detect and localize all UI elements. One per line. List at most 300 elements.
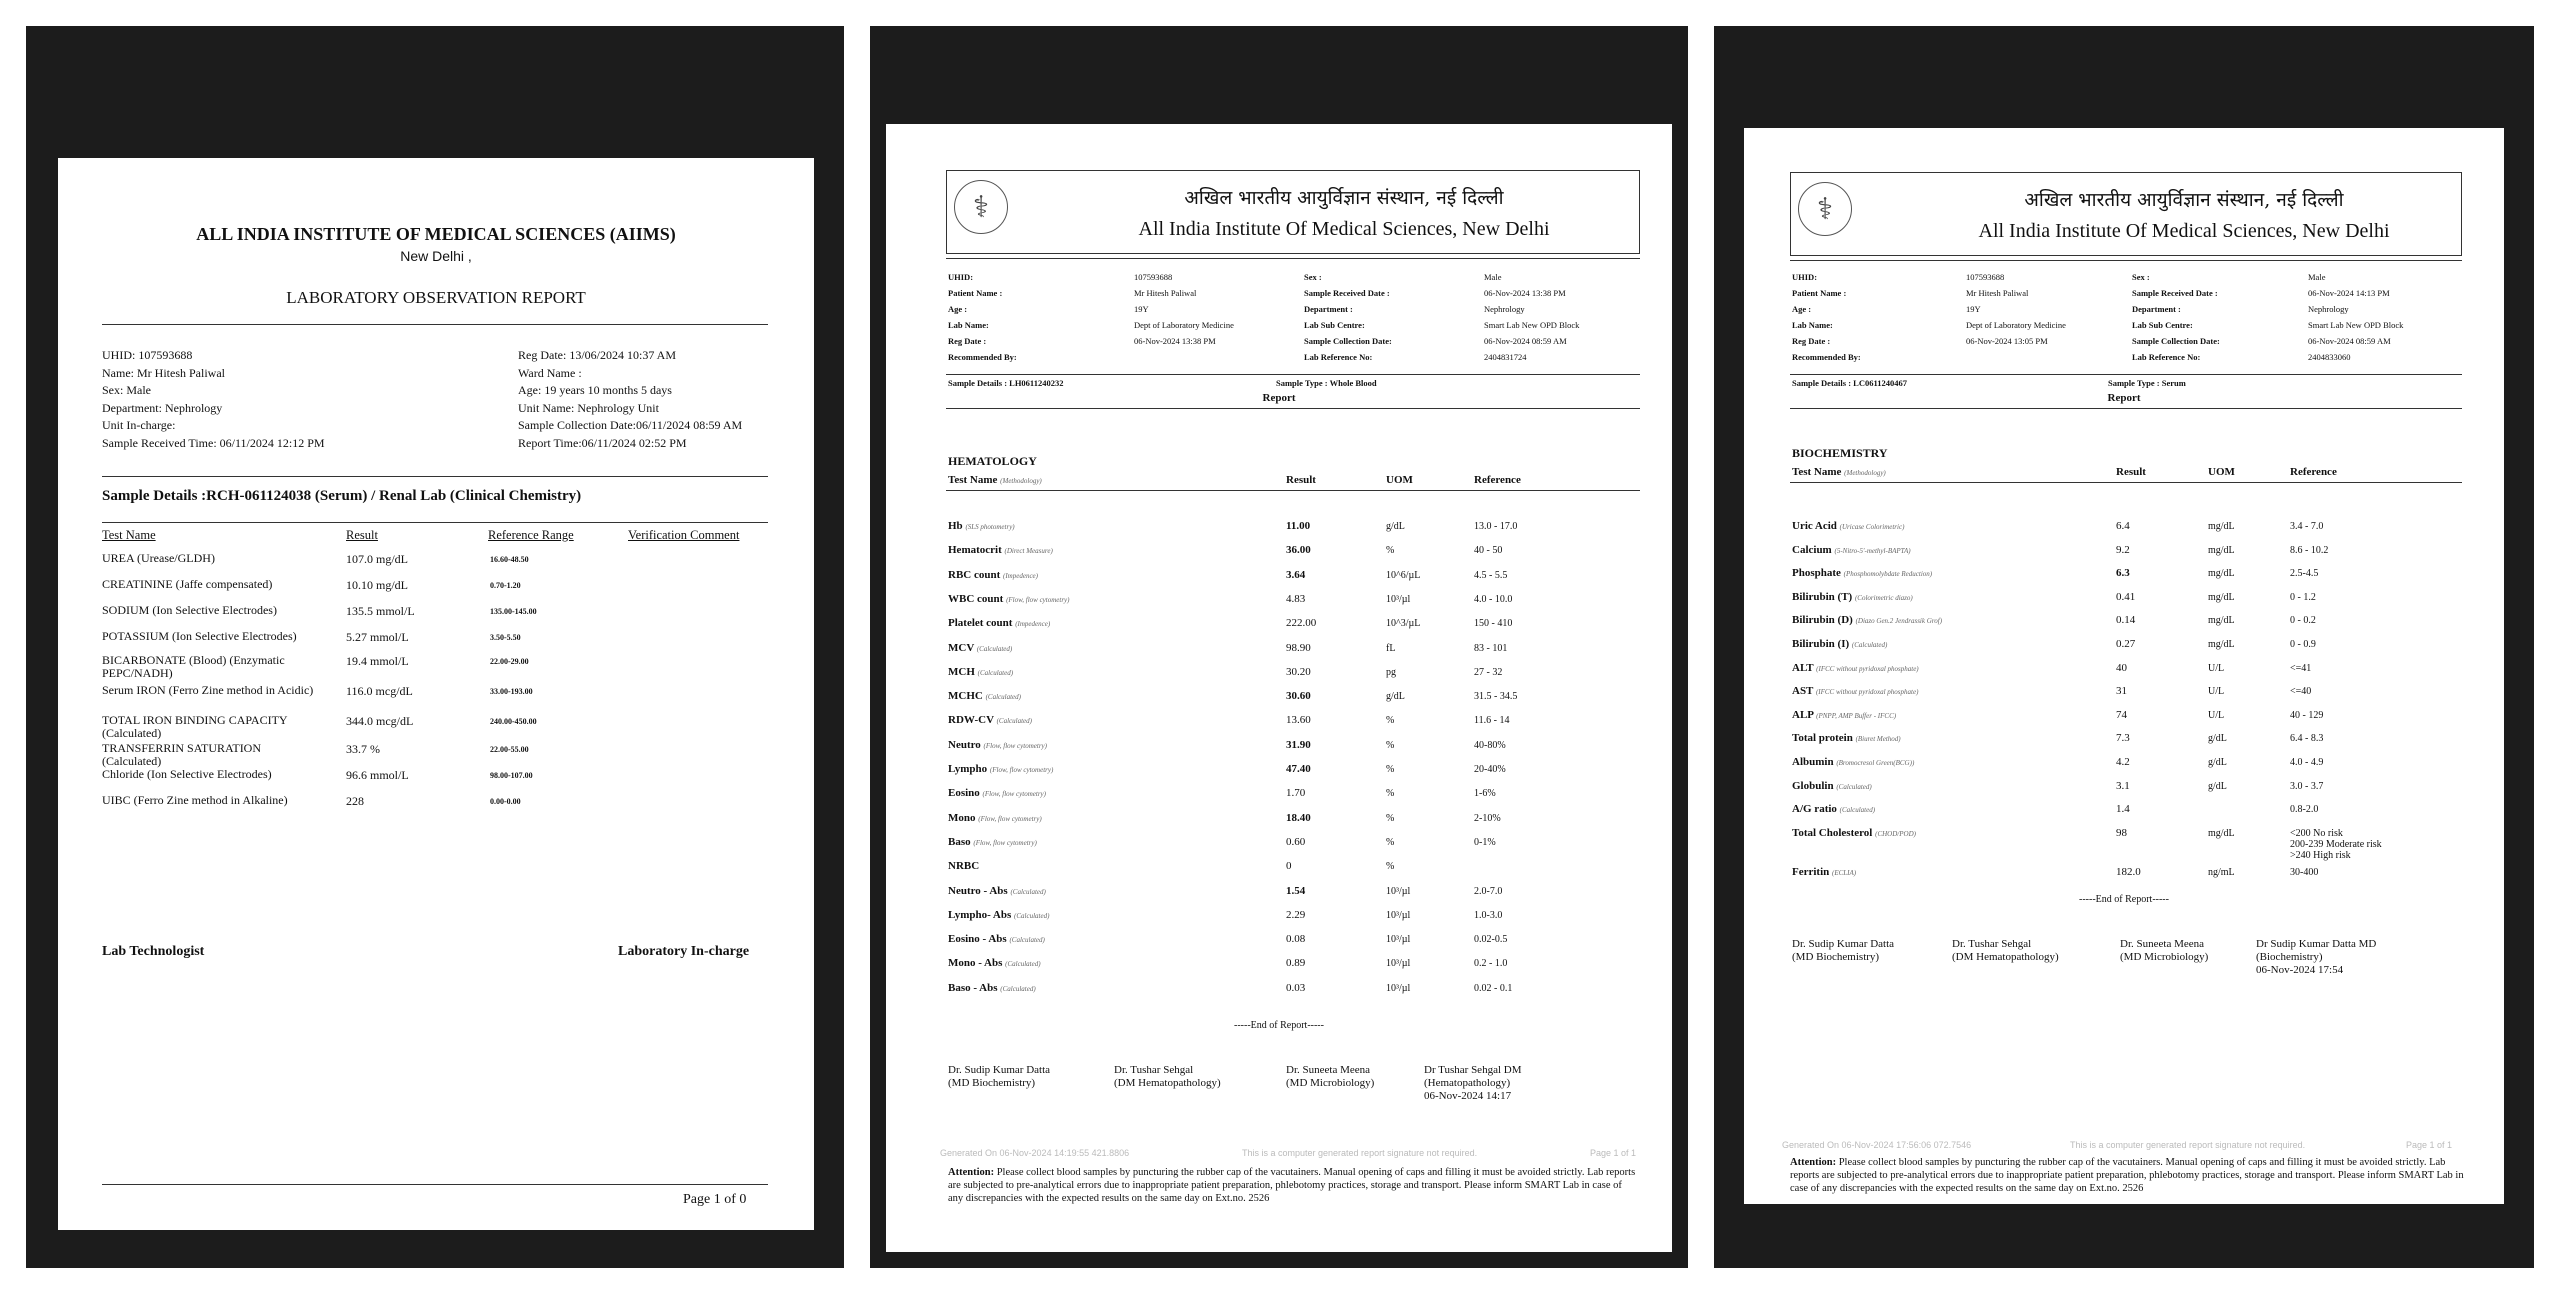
test-result: 0.08 (1286, 933, 1306, 946)
sample-type: Sample Type : Whole Blood (1276, 378, 1377, 388)
test-uom: 10³/µl (1386, 982, 1411, 994)
table-row (886, 933, 1672, 957)
test-label: Lympho (948, 763, 988, 775)
info-value: Dept of Laboratory Medicine (1966, 320, 2066, 330)
test-uom: % (1386, 788, 1395, 800)
test-label: Bilirubin (T) (1792, 590, 1853, 603)
table-row (1744, 709, 2504, 733)
info-label: UHID: (948, 272, 974, 282)
test-label: MCV (948, 641, 975, 654)
test-method: (Flow, flow cytometry) (1006, 595, 1070, 604)
test-name: BICARBONATE (Blood) (Enzymatic PEPC/NADH) (102, 653, 285, 680)
test-result: 4.83 (1286, 592, 1306, 605)
test-name (948, 982, 1036, 994)
divider (1790, 408, 2462, 409)
test-reference: 0 - 1.2 (2290, 591, 2316, 603)
table-row (886, 787, 1672, 811)
info-label: Sample Collection Date: (2132, 336, 2220, 346)
hindi-title: अखिल भारतीय आयुर्विज्ञान संस्थान, नई दिल्ली (1184, 187, 1504, 209)
hematology-report (886, 124, 1672, 1252)
test-method: (Calculated) (977, 668, 1014, 677)
table-row (1744, 638, 2504, 662)
test-reference: 11.6 - 14 (1474, 715, 1510, 727)
test-name (948, 642, 1012, 654)
test-name (948, 544, 1053, 556)
doctor-signature: Dr. Sudip Kumar Datta (MD Biochemistry) (1792, 938, 1895, 963)
test-method: (CHOD/POD) (1875, 829, 1916, 838)
test-result: 182.0 (2116, 866, 2141, 879)
attention-note: Attention: Please collect blood samples by puncturing the rubber cap of the vacutainers. Manual opening of caps and filling it must be avoided strictly. Lab reports are subjected to pre-analytical errors due to inappropriate patient preparation, phlebotomy practices, storage and transport. Please inform SMART Lab in case of any discrepancies with the expected results on the same day on Ext.no. 2526 (1790, 1157, 2464, 1194)
test-uom: 10^3/µL (1386, 618, 1421, 630)
patient-field: Unit Name: Nephrology Unit (518, 400, 659, 415)
col-test-name: Test Name (102, 528, 156, 542)
test-uom: U/L (2208, 686, 2225, 698)
info-value: Male (2308, 272, 2326, 282)
info-value: Smart Lab New OPD Block (1484, 320, 1580, 330)
patient-field: Name: Mr Hitesh Paliwal (102, 365, 225, 380)
table-row (58, 714, 814, 740)
test-method: (Calculated) (996, 717, 1032, 726)
test-method: (SLS photometry) (965, 523, 1015, 531)
test-uom: U/L (2208, 662, 2225, 674)
table-row (886, 544, 1672, 568)
info-label: Recommended By: (1792, 352, 1861, 362)
test-label: ALT (1792, 661, 1814, 674)
test-uom: fL (1386, 642, 1396, 654)
table-row (1744, 544, 2504, 568)
table-row (58, 578, 814, 604)
report-title: LABORATORY OBSERVATION REPORT (286, 288, 586, 307)
test-name: UIBC (Ferro Zine method in Alkaline) (102, 793, 288, 807)
test-name (948, 885, 1046, 897)
test-reference: 4.0 - 4.9 (2290, 757, 2324, 768)
test-method: (Diazo Gen.2 Jendrassik Grof) (1855, 617, 1943, 626)
reference-range: 135.00-145.00 (490, 607, 537, 616)
sample-type: Sample Type : Serum (2108, 378, 2186, 388)
lab-incharge-sign: Laboratory In-charge (618, 944, 750, 959)
table-row (58, 794, 814, 820)
test-result: 10.10 mg/dL (346, 578, 408, 592)
test-method: (Impedence) (1015, 620, 1051, 629)
test-result: 31 (2116, 685, 2127, 698)
table-row (886, 617, 1672, 641)
test-name (948, 787, 1046, 799)
test-uom: mg/dL (2208, 544, 2235, 556)
info-value: Dept of Laboratory Medicine (1134, 320, 1234, 330)
test-result: 31.90 (1286, 738, 1311, 751)
test-result: 222.00 (1286, 617, 1317, 630)
test-name (1792, 544, 1911, 556)
test-result: 3.1 (2116, 779, 2130, 792)
test-uom: 10³/µl (1386, 958, 1411, 970)
test-label: MCH (948, 665, 975, 678)
report-photo-2 (870, 26, 1688, 1268)
table-row (1744, 826, 2504, 861)
info-value: 107593688 (1966, 272, 2005, 282)
doctor-signature: Dr. Suneeta Meena (MD Microbiology) (2120, 938, 2209, 963)
table-row (886, 666, 1672, 690)
info-label: Reg Date : (948, 336, 987, 346)
test-label: Bilirubin (I) (1792, 638, 1850, 650)
test-label: Neutro (948, 738, 981, 751)
patient-field: UHID: 107593688 (102, 348, 193, 362)
info-value: 06-Nov-2024 14:13 PM (2308, 288, 2390, 298)
test-reference: 8.6 - 10.2 (2290, 544, 2329, 556)
test-method: (Calculated) (1839, 806, 1876, 815)
test-label: Baso - Abs (948, 981, 998, 994)
test-label: Platelet count (948, 617, 1013, 630)
test-label: RDW-CV (948, 714, 994, 727)
page-number: Page 1 of 0 (683, 1192, 747, 1207)
test-method: (Impedence) (1003, 571, 1038, 580)
table-row (1744, 614, 2504, 638)
divider (102, 324, 768, 325)
test-result: 6.3 (2116, 567, 2130, 580)
info-label: Sample Collection Date: (1304, 336, 1392, 346)
test-method: (Flow, flow cytometry) (978, 814, 1042, 823)
doctor-signature: Dr. Suneeta Meena (MD Microbiology) (1286, 1064, 1375, 1089)
english-title: All India Institute Of Medical Sciences, New Delhi (1978, 220, 2390, 242)
test-uom: % (1386, 861, 1395, 873)
test-uom: U/L (2208, 709, 2225, 721)
table-row (1744, 520, 2504, 544)
test-method: (Calculated) (985, 693, 1021, 702)
test-label: Eosino - Abs (948, 933, 1007, 946)
table-row (1744, 756, 2504, 780)
end-of-report: -----End of Report----- (2079, 894, 2169, 905)
info-value: 06-Nov-2024 13:38 PM (1484, 288, 1566, 298)
test-reference: 3.4 - 7.0 (2290, 521, 2324, 532)
test-reference: 4.5 - 5.5 (1474, 569, 1508, 581)
test-name (948, 593, 1070, 605)
table-row (886, 569, 1672, 593)
table-row (886, 520, 1672, 544)
test-name: POTASSIUM (Ion Selective Electrodes) (102, 629, 297, 643)
test-label: Total Cholesterol (1792, 826, 1873, 839)
info-label: Lab Name: (948, 320, 989, 330)
divider (946, 374, 1640, 375)
col-reference-range: Reference Range (488, 528, 574, 542)
test-name (948, 812, 1042, 824)
test-method: (Flow, flow cytometry) (973, 838, 1037, 847)
patient-field: Reg Date: 13/06/2024 10:37 AM (518, 348, 676, 362)
test-result: 0.27 (2116, 638, 2136, 650)
test-name (1792, 567, 1932, 579)
test-result: 0 (1286, 860, 1292, 873)
report-header (946, 170, 1640, 254)
reference-range: 3.50-5.50 (490, 633, 521, 642)
test-uom: g/dL (1386, 691, 1405, 703)
test-label: Neutro - Abs (948, 884, 1008, 897)
test-uom: 10^6/µL (1386, 569, 1421, 581)
test-reference: 31.5 - 34.5 (1474, 691, 1518, 703)
patient-field: Sample Received Time: 06/11/2024 12:12 PM (102, 435, 325, 450)
attention-note: Attention: Please collect blood samples by puncturing the rubber cap of the vacutainers. Manual opening of caps and filling it must be avoided strictly. Lab reports are subjected to pre-analytical errors due to inappropriate patient preparation, phlebotomy practices, storage and transport. Please inform SMART Lab in case of any discrepancies with the expected results on the same day on Ext.no. 2526 (948, 1167, 1636, 1204)
end-of-report: -----End of Report----- (1234, 1020, 1324, 1031)
col-reference: Reference (2290, 466, 2337, 478)
test-result: 98 (2116, 826, 2127, 839)
reference-range: 22.00-29.00 (490, 657, 529, 666)
table-row (886, 714, 1672, 738)
test-method: (Calculated) (976, 644, 1013, 653)
test-uom: ng/mL (2208, 867, 2235, 879)
test-result: 13.60 (1286, 714, 1311, 727)
col-test-name: Test Name (Methodology) (948, 474, 1042, 486)
col-test-name: Test Name (Methodology) (1792, 466, 1886, 478)
test-uom: mg/dL (2208, 615, 2235, 627)
computer-generated-note: This is a computer generated report signature not required. (1242, 1148, 1478, 1158)
test-name (1792, 520, 1904, 532)
test-reference: 150 - 410 (1474, 618, 1513, 630)
patient-field: Sex: Male (102, 383, 151, 397)
info-value: 06-Nov-2024 13:05 PM (1966, 336, 2048, 346)
test-name: TRANSFERRIN SATURATION (Calculated) (102, 741, 262, 768)
test-name (948, 617, 1050, 629)
table-row (886, 982, 1672, 1006)
test-uom: mg/dL (2208, 639, 2235, 650)
info-label: Recommended By: (948, 352, 1017, 362)
test-label: Hematocrit (948, 544, 1002, 557)
report-photo-3 (1714, 26, 2534, 1268)
divider (1790, 260, 2462, 261)
table-row (886, 860, 1672, 884)
test-uom: 10³/µl (1386, 934, 1411, 946)
lab-observation-report (58, 158, 814, 1230)
computer-generated-note: This is a computer generated report signature not required. (2070, 1140, 2306, 1150)
info-label: UHID: (1792, 272, 1818, 282)
table-row (58, 768, 814, 794)
test-result: 3.64 (1286, 568, 1306, 581)
test-result: 6.4 (2116, 520, 2130, 532)
sample-details: Sample Details : LC0611240467 (1792, 378, 1907, 388)
caduceus-icon: ⚕ (1798, 182, 1852, 236)
test-method: (Direct Measure) (1004, 547, 1053, 556)
report-header (1790, 172, 2462, 256)
test-name (1792, 614, 1942, 626)
info-label: Reg Date : (1792, 336, 1831, 346)
table-row (58, 654, 814, 680)
test-result: 40 (2116, 661, 2127, 674)
divider (946, 408, 1640, 409)
institute-title: ALL INDIA INSTITUTE OF MEDICAL SCIENCES (AIIMS) (196, 224, 676, 244)
test-label: Hb (948, 520, 963, 532)
info-label: Sample Received Date : (1304, 288, 1390, 298)
test-reference: 0 - 0.9 (2290, 639, 2316, 650)
info-value: Nephrology (1484, 304, 1525, 314)
test-label: A/G ratio (1792, 803, 1837, 816)
reference-range: 0.00-0.00 (490, 797, 521, 806)
divider (1790, 482, 2462, 483)
test-method: (Calculated) (1851, 641, 1888, 649)
info-value: Mr Hitesh Paliwal (1966, 288, 2029, 298)
test-uom: 10³/µl (1386, 593, 1411, 605)
test-label: WBC count (948, 592, 1004, 605)
table-row (58, 742, 814, 768)
test-result: 1.4 (2116, 803, 2130, 816)
test-reference: 20-40% (1474, 764, 1506, 775)
test-label: NRBC (948, 860, 980, 873)
report-label: Report (2107, 392, 2141, 404)
test-name: TOTAL IRON BINDING CAPACITY (Calculated) (102, 713, 288, 740)
test-name (948, 666, 1013, 678)
test-result: 1.70 (1286, 787, 1306, 800)
test-method: (Calculated) (1009, 936, 1045, 945)
info-value: 06-Nov-2024 13:38 PM (1134, 336, 1216, 346)
test-method: (Calculated) (1000, 984, 1036, 993)
table-row (1744, 567, 2504, 591)
test-uom: mg/dL (2208, 591, 2235, 603)
table-row (1744, 732, 2504, 756)
test-result: 0.89 (1286, 957, 1306, 970)
table-row (1744, 780, 2504, 804)
test-name (1792, 780, 1872, 792)
table-row (58, 604, 814, 630)
test-label: Ferritin (1792, 866, 1830, 879)
test-uom: % (1386, 715, 1395, 727)
test-name (1792, 591, 1913, 603)
test-result: 0.03 (1286, 981, 1306, 994)
test-name (948, 860, 979, 872)
test-label: Phosphate (1792, 567, 1841, 580)
info-label: Sex : (2132, 272, 2150, 282)
info-label: Lab Sub Centre: (2132, 320, 2193, 330)
test-reference: 27 - 32 (1474, 666, 1503, 678)
test-method: (Calculated) (1836, 782, 1872, 791)
test-result: 4.2 (2116, 756, 2130, 768)
patient-field: Department: Nephrology (102, 400, 223, 415)
biochemistry-report (1744, 128, 2504, 1204)
doctor-signature: Dr. Sudip Kumar Datta (MD Biochemistry) (948, 1064, 1051, 1089)
test-reference: 0.8-2.0 (2290, 804, 2319, 816)
reference-range: 0.70-1.20 (490, 581, 521, 590)
divider (1790, 374, 2462, 375)
test-method: (IFCC without pyridoxal phosphate) (1816, 664, 1919, 673)
test-name (1792, 638, 1887, 650)
category-heading: HEMATOLOGY (948, 454, 1037, 468)
info-label: Age : (1792, 304, 1812, 314)
patient-field: Unit In-charge: (102, 418, 176, 432)
test-result: 98.90 (1286, 641, 1311, 654)
test-result: 0.14 (2116, 614, 2136, 627)
test-method: (Bromocresol Green(BCG)) (1836, 759, 1915, 767)
doctor-signature: Dr Tushar Sehgal DM (Hematopathology) 06-Nov-2024 14:17 (1424, 1064, 1522, 1102)
test-result: 74 (2116, 708, 2127, 721)
test-label: Bilirubin (D) (1792, 614, 1853, 627)
test-result: 9.2 (2116, 543, 2130, 556)
info-label: Lab Reference No: (2132, 352, 2201, 362)
test-label: AST (1792, 685, 1814, 698)
category-heading: BIOCHEMISTRY (1792, 446, 1888, 460)
table-row (886, 690, 1672, 714)
divider (946, 258, 1640, 259)
page-number: Page 1 of 1 (1590, 1148, 1637, 1158)
test-result: 96.6 mmol/L (346, 768, 409, 782)
footer-divider (102, 1184, 768, 1185)
test-reference: <=40 (2290, 686, 2312, 698)
hindi-title: अखिल भारतीय आयुर्विज्ञान संस्थान, नई दिल्ली (2024, 189, 2344, 211)
reference-range: 33.00-193.00 (490, 687, 533, 696)
test-uom: % (1386, 545, 1395, 557)
divider (102, 476, 768, 477)
test-reference: <200 No risk 200-239 Moderate risk >240 High risk (2290, 827, 2382, 861)
col-result: Result (346, 528, 378, 542)
patient-field: Ward Name : (518, 365, 582, 380)
info-label: Lab Name: (1792, 320, 1833, 330)
test-uom: % (1386, 764, 1395, 775)
english-title: All India Institute Of Medical Sciences, New Delhi (1138, 218, 1550, 240)
test-method: (ECLIA) (1832, 869, 1857, 878)
test-label: Baso (948, 835, 971, 848)
test-method: (Calculated) (1014, 911, 1050, 920)
doctor-signature: Dr. Tushar Sehgal (DM Hematopathology) (1114, 1064, 1221, 1089)
col-result: Result (1286, 474, 1316, 486)
test-name (1792, 662, 1919, 674)
col-reference: Reference (1474, 474, 1521, 486)
test-result: 116.0 mcg/dL (346, 684, 413, 698)
test-reference: 40-80% (1474, 739, 1506, 751)
doctor-signature: Dr Sudip Kumar Datta MD (Biochemistry) 06-Nov-2024 17:54 (2256, 938, 2377, 976)
test-reference: 30-400 (2290, 867, 2319, 879)
test-method: (Flow, flow cytometry) (983, 741, 1047, 750)
table-row (58, 684, 814, 710)
info-label: Lab Reference No: (1304, 352, 1373, 362)
col-uom: UOM (2208, 466, 2235, 478)
info-label: Department : (2132, 304, 2181, 314)
test-label: Lympho- Abs (948, 908, 1012, 921)
test-name (948, 933, 1045, 945)
test-method: (Calculated) (1005, 960, 1041, 969)
table-row (886, 763, 1672, 787)
info-value: 2404833060 (2308, 352, 2351, 362)
test-reference: 0.02-0.5 (1474, 934, 1508, 946)
test-name (1792, 803, 1875, 815)
test-reference: 0.2 - 1.0 (1474, 958, 1508, 970)
test-reference: 6.4 - 8.3 (2290, 733, 2324, 745)
test-uom: % (1386, 739, 1395, 751)
test-result: 19.4 mmol/L (346, 654, 409, 668)
test-result: 228 (346, 794, 364, 808)
table-row (886, 836, 1672, 860)
institute-city: New Delhi , (400, 248, 472, 264)
test-result: 135.5 mmol/L (346, 604, 415, 618)
test-reference: 3.0 - 3.7 (2290, 780, 2324, 792)
test-name: SODIUM (Ion Selective Electrodes) (102, 603, 277, 617)
table-row (1744, 591, 2504, 615)
test-result: 0.41 (2116, 590, 2136, 603)
test-reference: 1-6% (1474, 788, 1496, 800)
info-label: Patient Name : (948, 288, 1003, 298)
test-reference: 2.0-7.0 (1474, 885, 1503, 897)
info-label: Lab Sub Centre: (1304, 320, 1365, 330)
test-result: 107.0 mg/dL (346, 552, 408, 566)
test-name (948, 957, 1041, 969)
test-result: 47.40 (1286, 763, 1311, 775)
page-number: Page 1 of 1 (2406, 1140, 2453, 1150)
caduceus-icon: ⚕ (954, 180, 1008, 234)
test-uom: 10³/µl (1386, 885, 1411, 897)
test-method: (Biuret Method) (1855, 735, 1901, 744)
test-method: (Flow, flow cytometry) (989, 766, 1054, 774)
test-label: ALP (1792, 708, 1814, 721)
table-row (886, 909, 1672, 933)
test-name: Chloride (Ion Selective Electrodes) (102, 767, 272, 781)
patient-field: Age: 19 years 10 months 5 days (518, 383, 672, 397)
info-value: Nephrology (2308, 304, 2349, 314)
info-value: 06-Nov-2024 08:59 AM (1484, 336, 1567, 346)
test-method: (5-Nitro-5'-methyl-BAPTA) (1834, 546, 1911, 555)
test-method: (IFCC without pyridoxal phosphate) (1815, 688, 1919, 697)
test-result: 7.3 (2116, 732, 2130, 745)
